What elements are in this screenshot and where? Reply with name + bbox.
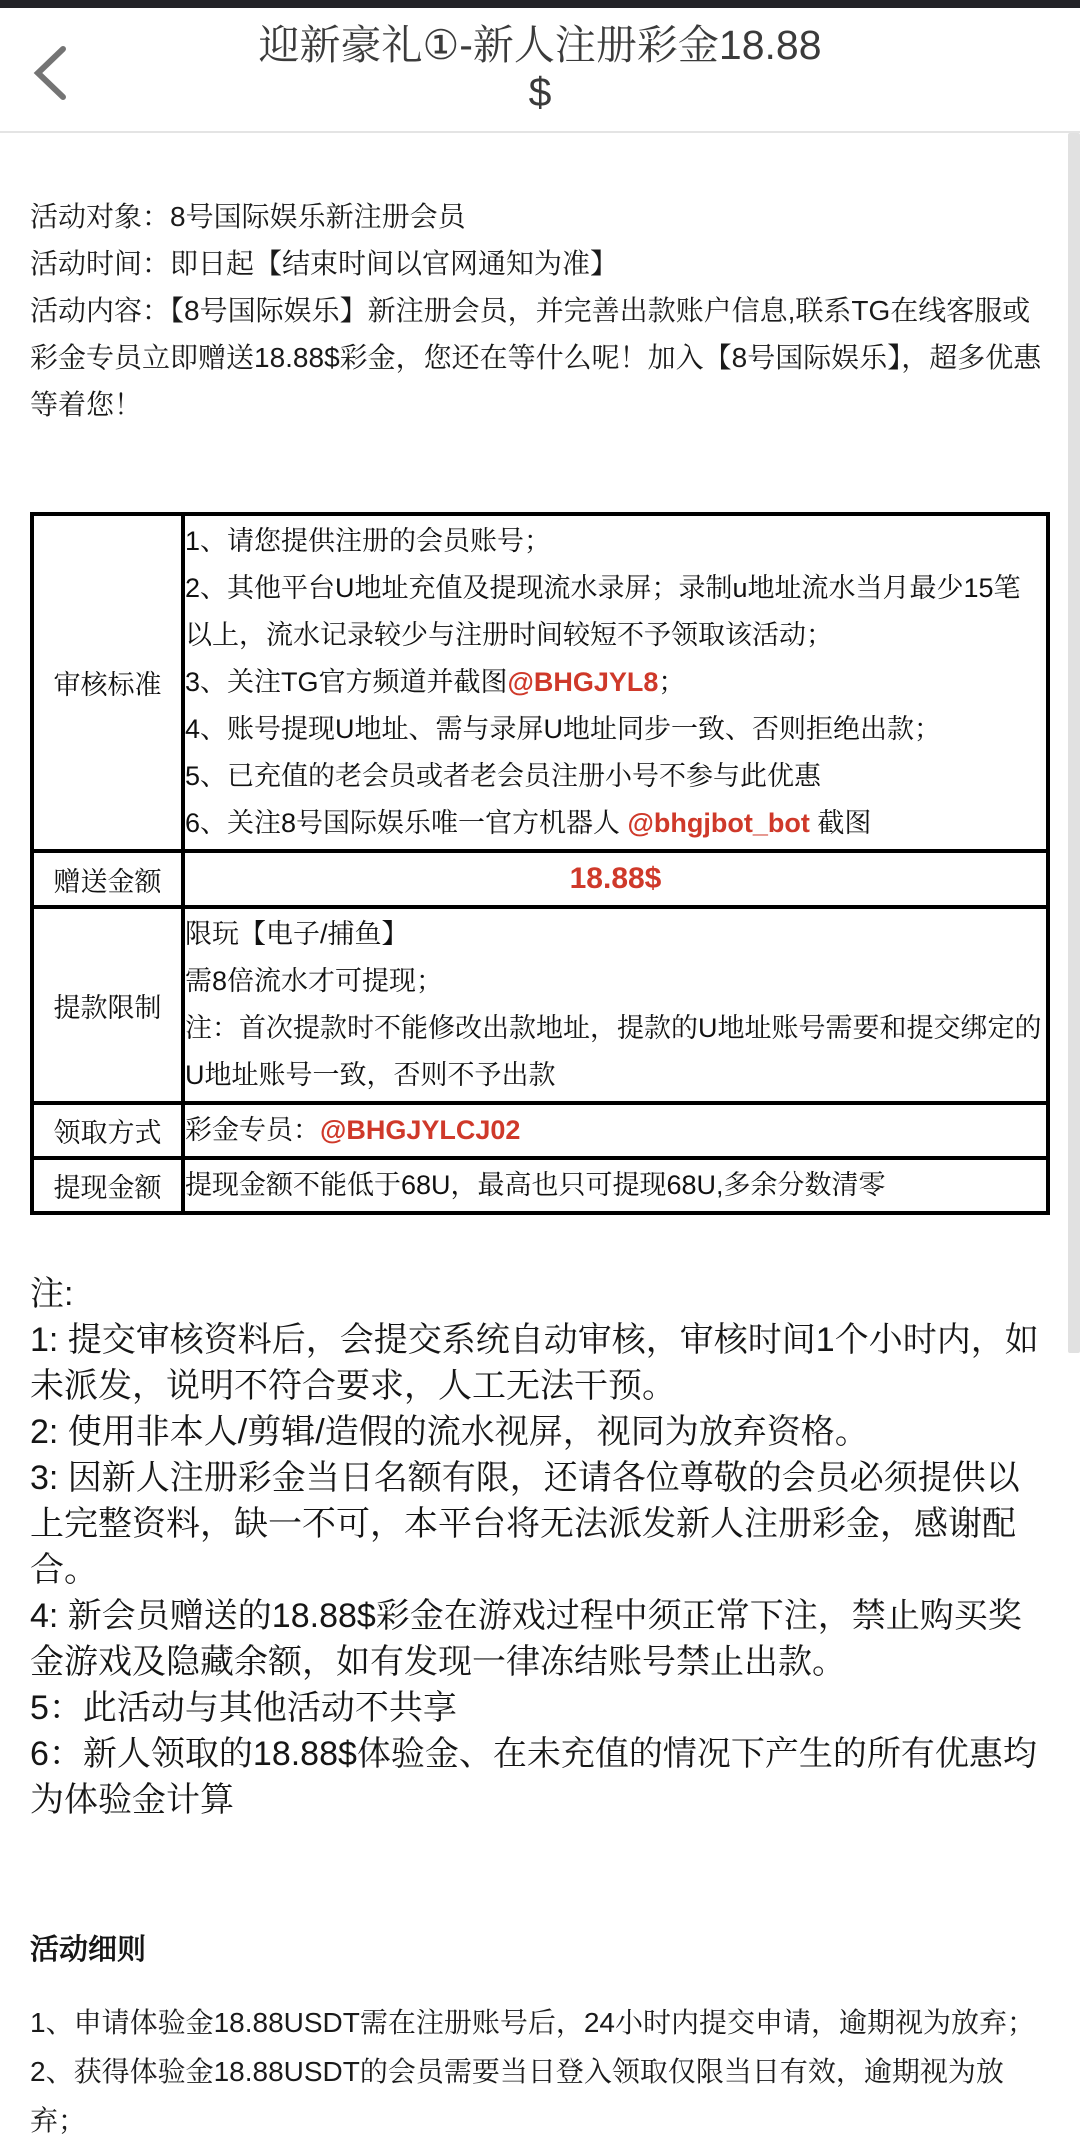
promo-table <box>30 512 1050 1215</box>
note-5: 5：此活动与其他活动不共享 <box>30 1689 457 1727</box>
audit-item-3 <box>185 659 1046 706</box>
audit-item-6 <box>185 800 1046 847</box>
audit-item-2: 2、其他平台U地址充值及提现流水录屏；录制u地址流水当月最少15笔以上，流水记录较少与注册时间较短不予领取该活动； <box>185 573 1021 650</box>
note-1: 1: 提交审核资料后，会提交系统自动审核，审核时间1个小时内，如未派发，说明不符合要求，人工无法干预。 <box>30 1321 1039 1405</box>
note-6: 6：新人领取的18.88$体验金、在未充值的情况下产生的所有优惠均为体验金计算 <box>30 1735 1037 1819</box>
audit-item-6-text: 6、关注8号国际娱乐唯一官方机器人 <box>185 808 628 838</box>
promo-content <box>0 193 1080 2145</box>
page-title-line1: 迎新豪礼①-新人注册彩金18.88 <box>258 22 822 68</box>
intro-time: 活动时间：即日起【结束时间以官网通知为准】 <box>30 248 619 279</box>
page-header <box>0 8 1080 133</box>
audit-item-3-text: 3、关注TG官方频道并截图 <box>185 667 508 697</box>
bonus-amount: 18.88$ <box>569 862 662 895</box>
audit-item-5: 5、已充值的老会员或者老会员注册小号不参与此优惠 <box>185 761 822 791</box>
limit-line-2: 需8倍流水才可提现； <box>185 966 444 996</box>
scrollbar-thumb[interactable] <box>1068 133 1080 1353</box>
page-title-line2: $ <box>528 69 552 115</box>
row-content-amount <box>183 851 1048 907</box>
table-row-claim <box>32 1103 1048 1158</box>
intro-audience: 活动对象：8号国际娱乐新注册会员 <box>30 201 466 232</box>
withdraw-amount-text: 提现金额不能低于68U，最高也只可提现68U,多余分数清零 <box>185 1170 886 1200</box>
intro-section <box>30 193 1050 428</box>
details-heading: 活动细则 <box>30 1934 147 1966</box>
table-row-withdraw-limit <box>32 907 1048 1103</box>
row-content-claim <box>183 1103 1048 1158</box>
back-button[interactable] <box>22 44 78 104</box>
audit-item-1: 1、请您提供注册的会员账号； <box>185 526 552 556</box>
tg-bot-handle: @bhgjbot_bot <box>627 808 810 838</box>
row-label-claim: 领取方式 <box>32 1103 183 1158</box>
details-section <box>30 1927 1050 2145</box>
claim-line <box>185 1107 1046 1154</box>
audit-item-6-suffix: 截图 <box>809 808 872 838</box>
detail-2: 2、获得体验金18.88USDT的会员需要当日登入领取仅限当日有效，逾期视为放弃； <box>30 2056 1004 2136</box>
audit-item-3-suffix: ； <box>658 667 686 697</box>
notes-section <box>30 1271 1050 1823</box>
row-content-withdraw-amount <box>183 1158 1048 1213</box>
status-bar <box>0 0 1080 8</box>
limit-line-3: 注：首次提款时不能修改出款地址，提款的U地址账号需要和提交绑定的U地址账号一致，否则不予出款 <box>185 1013 1042 1090</box>
intro-content: 活动内容：【8号国际娱乐】新注册会员，并完善出款账户信息,联系TG在线客服或彩金专员立即赠送18.88$彩金，您还在等什么呢！加入【8号国际娱乐】，超多优惠等着您！ <box>30 295 1042 420</box>
table-row-withdraw-amount <box>32 1158 1048 1213</box>
row-label-withdraw-amount: 提现金额 <box>32 1158 183 1213</box>
row-label-withdraw-limit: 提款限制 <box>32 907 183 1103</box>
claim-prefix: 彩金专员： <box>185 1115 320 1145</box>
table-row-amount <box>32 851 1048 907</box>
chevron-left-icon <box>30 90 70 105</box>
row-label-amount: 赠送金额 <box>32 851 183 907</box>
row-content-withdraw-limit <box>183 907 1048 1103</box>
note-2: 2: 使用非本人/剪辑/造假的流水视屏，视同为放弃资格。 <box>30 1413 869 1451</box>
tg-channel-handle: @BHGJYL8 <box>507 667 659 697</box>
row-content-audit <box>183 514 1048 851</box>
table-row-audit <box>32 514 1048 851</box>
row-label-audit: 审核标准 <box>32 514 183 851</box>
details-items <box>30 1998 1050 2145</box>
tg-agent-handle: @BHGJYLCJ02 <box>320 1115 521 1145</box>
note-4: 4: 新会员赠送的18.88$彩金在游戏过程中须正常下注，禁止购买奖金游戏及隐藏余额，如有发现一律冻结账号禁止出款。 <box>30 1597 1022 1681</box>
audit-item-4: 4、账号提现U地址、需与录屏U地址同步一致、否则拒绝出款； <box>185 714 942 744</box>
note-3: 3: 因新人注册彩金当日名额有限，还请各位尊敬的会员必须提供以上完整资料，缺一不可，本平台将无法派发新人注册彩金，感谢配合。 <box>30 1459 1020 1589</box>
limit-line-1: 限玩【电子/捕鱼】 <box>185 919 409 949</box>
notes-heading: 注: <box>30 1275 74 1313</box>
page-title <box>120 22 960 116</box>
detail-1: 1、申请体验金18.88USDT需在注册账号后，24小时内提交申请，逾期视为放弃； <box>30 2007 1036 2038</box>
